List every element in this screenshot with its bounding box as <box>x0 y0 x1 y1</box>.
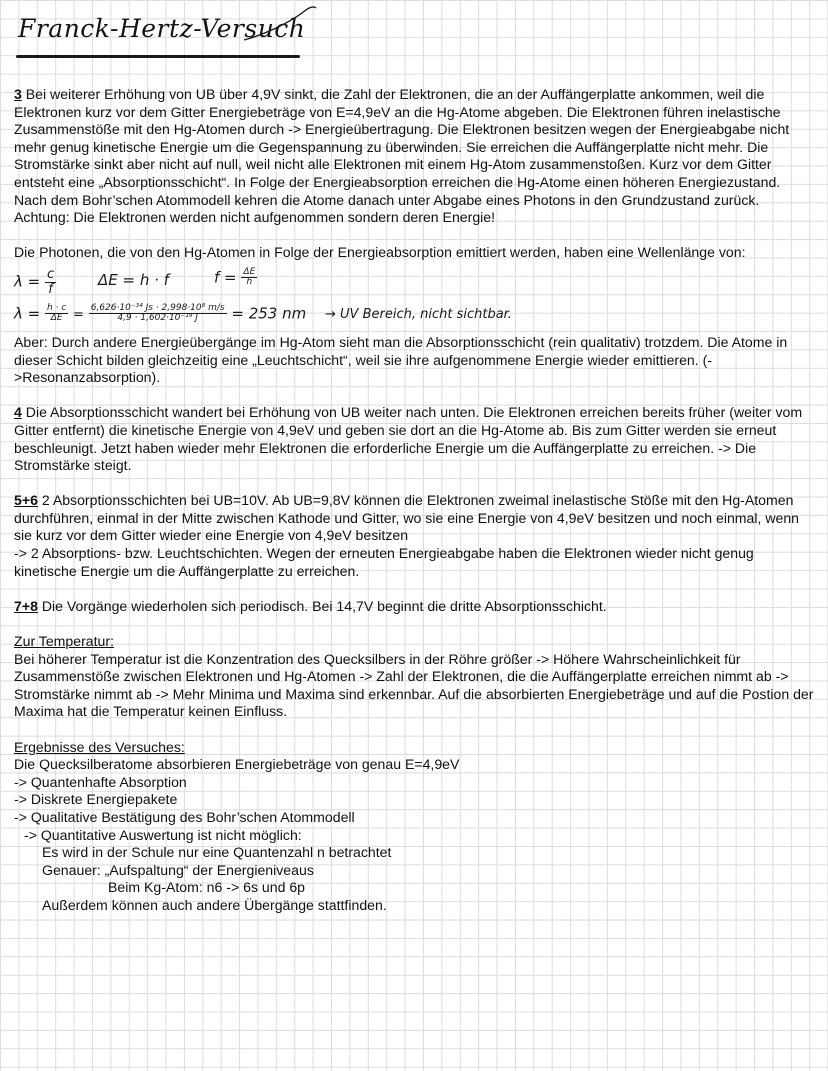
section-5-6-number: 5+6 <box>14 492 38 509</box>
lambda-formula: λ = $\frac{c}{f}$ <box>14 266 55 297</box>
results-line-4: -> Qualitative Bestätigung des Bohr’schen Atommodell <box>14 808 355 825</box>
section-5-6-conclusion: -> 2 Absorptions- bzw. Leuchtschichten. Wegen der erneuten Energieabgabe haben die Elektronen wieder nicht genug kinetische Energie um die Auffängerplatte zu erreichen. <box>14 545 754 579</box>
section-4-paragraph <box>14 404 814 474</box>
wavelength-result: = 253 nm <box>231 304 307 323</box>
section-4-number: 4 <box>14 404 22 421</box>
results-line-2: -> Quantenhafte Absorption <box>14 773 187 790</box>
absorption-note: Aber: Durch andere Energieübergänge im Hg-Atom sieht man die Absorptionsschicht (rein qualitativ) trotzdem. Die Atome in dieser Schicht bilden gleichzeitig eine „Leuchtschicht“, weil sie ihre aufgenommene Energie wieder emittieren. (->Resonanzabsorption). <box>14 333 788 386</box>
temperature-text: Bei höherer Temperatur ist die Konzentration des Quecksilbers in der Röhre größer -> Höhere Wahrscheinlichkeit für Zusammenstöße zwischen Elektronen und Hg-Atomen -> Zahl der Elektronen, die die Auffängerplatte erreichen nimmt ab -> Stromstärke nimmt ab -> Mehr Minima und Maxima sind erkennbar. Auf die absorbierten Energiebeträge und auf die Postion der Maxima hat die Temperatur keinen Einfluss. <box>14 650 814 720</box>
section-5-6-text: 2 Absorptionsschichten bei UB=10V. Ab UB=9,8V können die Elektronen zweimal inelastische Stöße mit den Hg-Atomen durchführen, einmal in der Mitte zwischen Kathode und Gitter, wo sie eine Energie von 4,9eV besitzen und noch einmal, wenn sie kurz vor dem Gitter wieder eine Energie von 4,9eV besitzen <box>14 492 800 544</box>
results-deep-line: Beim Kg-Atom: n6 -> 6s und 6p <box>108 879 306 896</box>
results-sub-line-1: Es wird in der Schule nur eine Quantenzahl n betrachtet <box>42 844 392 861</box>
results-line-1: Die Quecksilberatome absorbieren Energiebeträge von genau E=4,9eV <box>14 756 460 773</box>
title-underline <box>16 55 300 58</box>
frequency-fraction: $\frac{\Delta E}{h}$ <box>243 266 256 288</box>
results-heading: Ergebnisse des Versuches: <box>14 738 185 755</box>
calc-fraction-2: $\frac{\text{6,626·10⁻³⁴ Js · 2,998·10⁸ m/s}}{\text{4,9 · 1,602·10⁻¹⁹ J}}$ <box>90 302 225 324</box>
results-sub-line-2: Genauer: „Aufspaltung“ der Energieniveaus <box>42 861 314 878</box>
uv-range-note: → UV Bereich, nicht sichtbar. <box>325 307 512 323</box>
section-4-text: Die Absorptionsschicht wandert bei Erhöhung von UB weiter nach unten. Die Elektronen erreichen bereits früher (weiter vom Gitter entfernt) die kinetische Energie von 4,9eV und geben sie dort an die Hg-Atome ab. Bis zum Gitter werden sie erneut beschleunigt. Jetzt haben wieder mehr Elektronen die erforderliche Energie um die Auffängerplatte zu erreichen. -> Die Stromstärke steigt. <box>14 404 803 474</box>
document-body <box>14 86 814 915</box>
frequency-formula: f = $\frac{\Delta E}{h}$ <box>214 266 256 288</box>
section-3-note: Achtung: Die Elektronen werden nicht aufgenommen sondern deren Energie! <box>14 209 496 226</box>
calc-fraction-1: $\frac{h \cdot c}{\Delta E}$ <box>47 302 67 324</box>
photon-intro: Die Photonen, die von den Hg-Atomen in Folge der Energieabsorption emittiert werden, haben eine Wellenlänge von: <box>14 244 746 261</box>
section-7-8-paragraph <box>14 598 814 616</box>
section-7-8-number: 7+8 <box>14 597 38 614</box>
section-7-8-text: Die Vorgänge wiederholen sich periodisch. Bei 14,7V beginnt die dritte Absorptionsschicht. <box>37 597 607 614</box>
section-3-text: Bei weiterer Erhöhung von UB über 4,9V sinkt, die Zahl der Elektronen, die an der Auffängerplatte ankommen, weil die Elektronen kurz vor dem Gitter Energiebeträge von E=4,9eV an die Hg-Atome abgeben. Die Elektronen führen inelastische Zusammenstöße mit den Hg-Atomen durch -> Energieübertragung. Die Elektronen besitzen wegen der Energieabgabe nicht mehr genug kinetische Energie um die Gegenspannung zu überwinden. Sie erreichen die Auffängerplatte nicht mehr. Die Stromstärke sinkt aber nicht auf null, weil nicht alle Elektronen mit einem Hg-Atom zusammenstoßen. Kurz vor dem Gitter entsteht eine „Absorptionsschicht“. In Folge der Energieabsorption erreichen die Hg-Atome einen höheren Energiezustand. Nach dem Bohr’schen Atommodell kehren die Atome danach unter Abgabe eines Photons in den Grundzustand zurück. <box>14 86 790 208</box>
page-title: Franck-Hertz-Versuch <box>18 14 306 43</box>
title-swash-decoration <box>236 4 328 44</box>
results-line-3: -> Diskrete Energiepakete <box>14 791 178 808</box>
temperature-heading: Zur Temperatur: <box>14 633 114 650</box>
formula-block <box>14 268 814 334</box>
results-last-line: Außerdem können auch andere Übergänge stattfinden. <box>42 896 387 913</box>
delta-e-formula: ΔE = h · f <box>98 270 169 289</box>
section-5-6-paragraph <box>14 492 814 545</box>
section-3-paragraph <box>14 86 814 209</box>
section-3-number: 3 <box>14 86 22 102</box>
lambda-fraction: $\frac{c}{f}$ <box>47 266 55 297</box>
wavelength-calculation: λ = $\frac{h \cdot c}{\Delta E}$ = $\frac{\text{6,626·10⁻³⁴ Js · 2,998·10⁸ m/s}}{\text{4,9 · 1,602·10⁻¹⁹ J}}$ = 253 nm → UV Bereich, nicht sichtbar. <box>14 302 512 324</box>
results-sub: -> Quantitative Auswertung ist nicht möglich: <box>24 826 302 843</box>
